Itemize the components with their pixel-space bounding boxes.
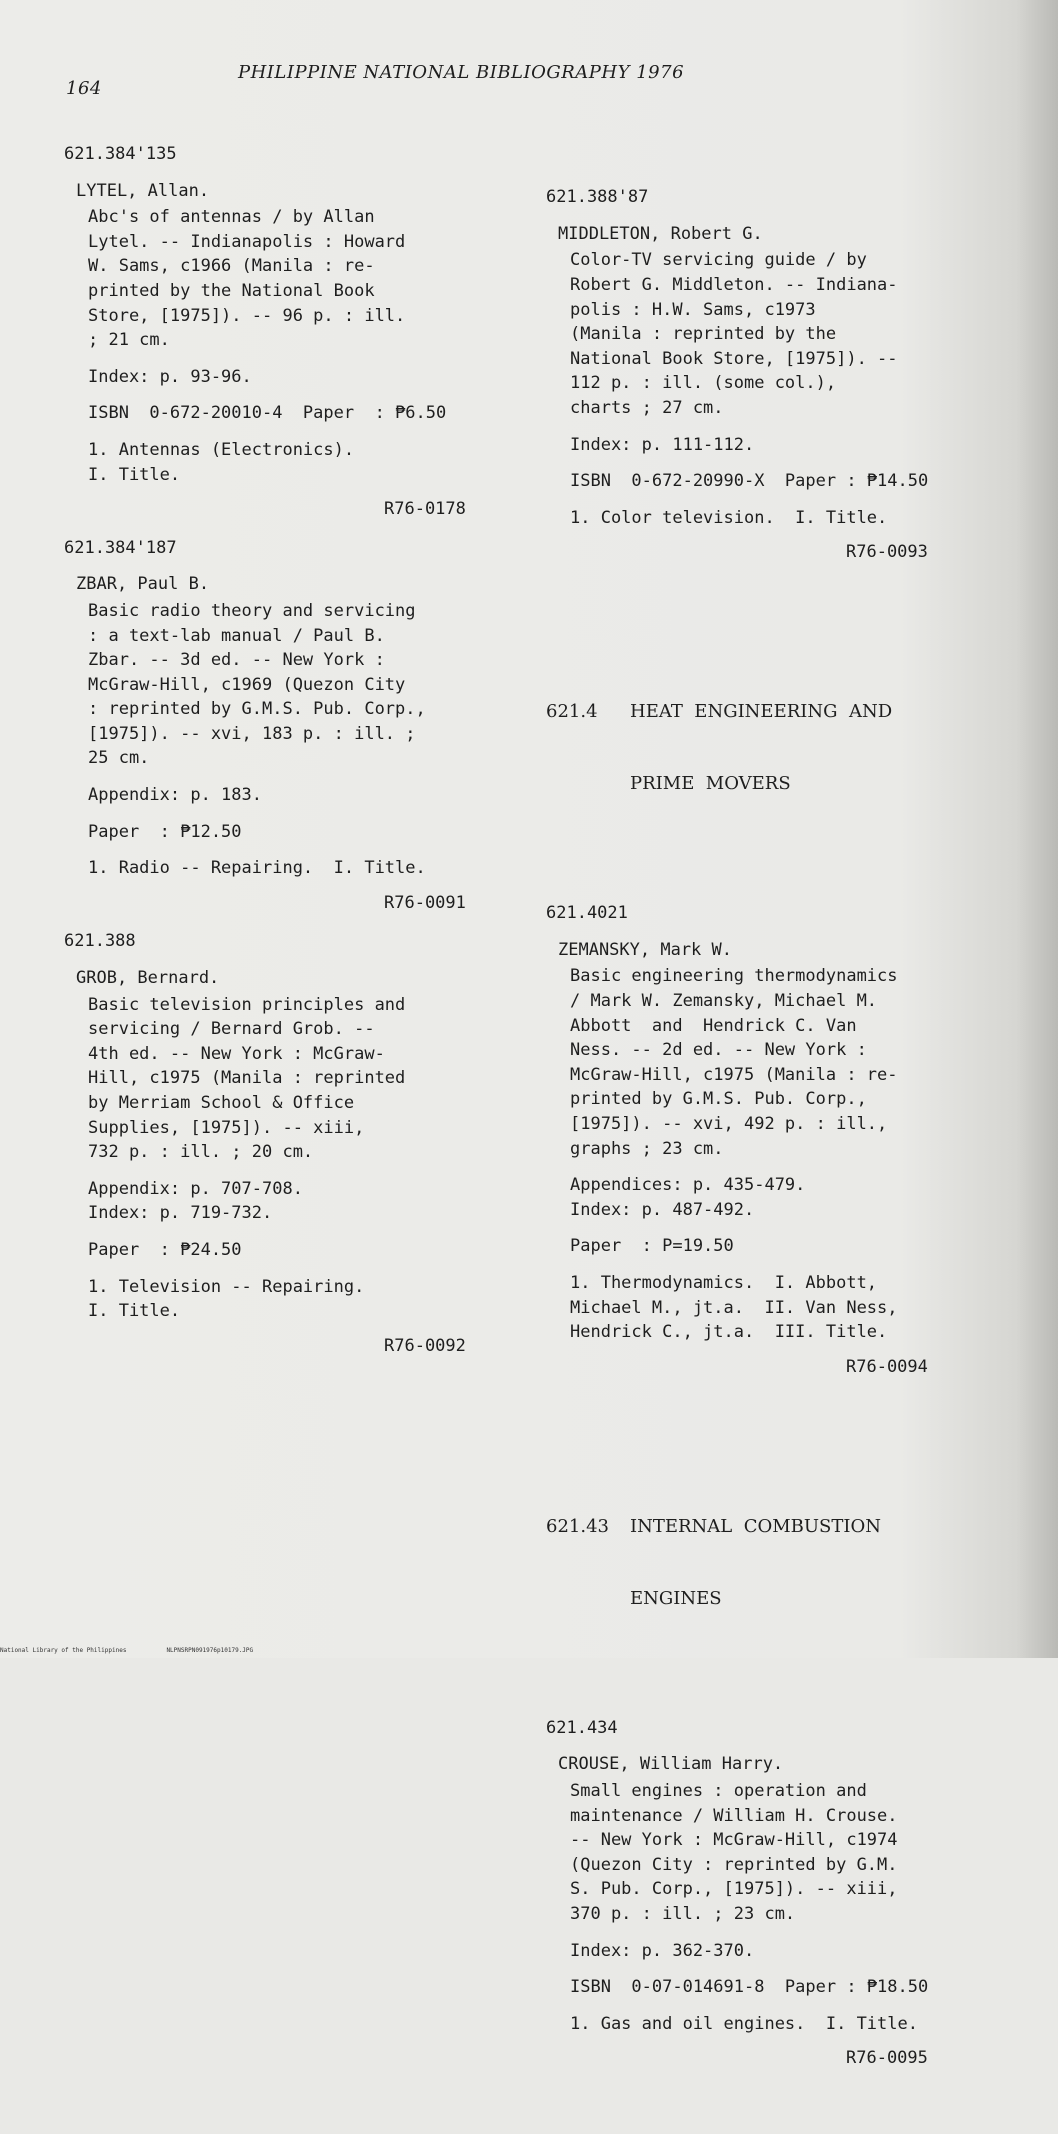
description-line: ; 21 cm. [88,330,170,351]
description-line: Robert G. Middleton. -- Indiana- [570,274,898,295]
description-line: 25 cm. [88,748,150,769]
description-line: Basic television principles and [88,994,406,1015]
description-line: National Book Store, [1975]). -- [570,348,898,369]
catalog-entry [64,536,504,916]
class-number: 621.4021 [546,903,628,924]
catalog-entry [64,929,504,1358]
description-line: S. Pub. Corp., [1975]). -- xiii, [570,1879,898,1900]
description-line: McGraw-Hill, c1975 (Manila : re- [570,1064,898,1085]
description-line: servicing / Bernard Grob. -- [88,1019,375,1040]
description-line: Store, [1975]). -- 96 p. : ill. [88,305,406,326]
description-line: Zbar. -- 3d ed. -- New York : [88,650,385,671]
description-line: W. Sams, c1966 (Manila : re- [88,256,375,277]
price-line: Paper : P=19.50 [570,1236,734,1257]
description-line: Lytel. -- Indianapolis : Howard [88,231,406,252]
description-line: by Merriam School & Office [88,1093,355,1113]
description-line: 732 p. : ill. ; 20 cm. [88,1142,314,1163]
page-number: 164 [66,78,102,99]
description-line: -- New York : McGraw-Hill, c1974 [570,1830,898,1851]
description-line: Color-TV servicing guide / by [570,250,867,271]
description-line: maintenance / William H. Crouse. [570,1805,898,1826]
description-line: [1975]). -- xvi, 183 p. : ill. ; [88,723,416,744]
description-line: Small engines : operation and [570,1780,867,1801]
description-line: 4th ed. -- New York : McGraw- [88,1043,385,1064]
catalog-entry [546,185,1006,565]
price-line: Paper : ₱12.50 [88,821,242,842]
catalog-entry [546,901,1006,1379]
section-heading-internal-combustion: 621.43 INTERNAL COMBUSTION ENGINES [546,1515,882,1609]
record-number: R76-0091 [384,892,466,913]
description-line: charts ; 27 cm. [570,397,724,418]
description-line: 370 p. : ill. ; 23 cm. [570,1903,796,1924]
subject-line: 1. Television -- Repairing. [88,1276,365,1297]
scan-footer: National Library of the Philippines NLPNSRPN091976p10179.JPG [0,1647,254,1654]
entry-author: LYTEL, Allan. [76,180,210,201]
price-line: ISBN 0-07-014691-8 Paper : ₱18.50 [570,1977,929,1998]
record-number: R76-0095 [846,2048,928,2069]
entry-author: MIDDLETON, Robert G. [558,223,763,244]
note-line: Index: p. 111-112. [570,434,755,455]
subject-line: 1. Antennas (Electronics). [88,439,355,460]
price-line: ISBN 0-672-20010-4 Paper : ₱6.50 [88,403,447,424]
note-line: Appendix: p. 183. [88,785,262,806]
record-number: R76-0094 [846,1356,928,1377]
description-line: [1975]). -- xvi, 492 p. : ill., [570,1114,888,1135]
description-line: (Quezon City : reprinted by G.M. [570,1854,898,1875]
entry-author: CROUSE, William Harry. [558,1754,784,1775]
subject-line: I. Title. [88,464,181,485]
note-line: Index: p. 362-370. [570,1940,755,1961]
description-line: Basic radio theory and servicing [88,600,416,621]
subject-line: I. Title. [88,1301,181,1322]
description-line: (Manila : reprinted by the [570,324,837,345]
description-line: Abc's of antennas / by Allan [88,207,375,228]
description-line: Supplies, [1975]). -- xiii, [88,1117,365,1138]
class-number: 621.384'135 [64,144,177,164]
entry-author: GROB, Bernard. [76,968,220,989]
subject-line: Michael M., jt.a. II. Van Ness, [570,1297,898,1318]
note-line: Appendices: p. 435-479. [570,1175,806,1196]
description-line: printed by the National Book [88,280,375,301]
subject-line: 1. Radio -- Repairing. I. Title. [88,858,426,879]
class-number: 621.388'87 [546,187,649,208]
description-line: : reprinted by G.M.S. Pub. Corp., [88,699,426,720]
catalog-entry [64,142,504,522]
description-line: / Mark W. Zemansky, Michael M. [570,991,878,1012]
description-line: Abbott and Hendrick C. Van [570,1015,857,1036]
description-line: Hill, c1975 (Manila : reprinted [88,1068,406,1089]
description-line: Ness. -- 2d ed. -- New York : [570,1040,867,1061]
subject-line: 1. Gas and oil engines. I. Title. [570,2013,918,2034]
price-line: Paper : ₱24.50 [88,1239,242,1260]
description-line: Basic engineering thermodynamics [570,966,898,987]
right-column [546,136,1006,2134]
description-line: 112 p. : ill. (some col.), [570,373,837,394]
description-line: graphs ; 23 cm. [570,1138,724,1159]
entry-author: ZEMANSKY, Mark W. [558,939,732,960]
subject-line: 1. Thermodynamics. I. Abbott, [570,1273,878,1293]
note-line: Index: p. 93-96. [88,366,252,387]
description-line: : a text-lab manual / Paul B. [88,625,385,646]
subject-line: 1. Color television. I. Title. [570,507,888,528]
entry-author: ZBAR, Paul B. [76,574,210,595]
note-line: Appendix: p. 707-708. [88,1178,303,1199]
subject-line: Hendrick C., jt.a. III. Title. [570,1322,888,1343]
page-title: PHILIPPINE NATIONAL BIBLIOGRAPHY 1976 [238,62,685,83]
price-line: ISBN 0-672-20990-X Paper : ₱14.50 [570,471,929,492]
note-line: Index: p. 487-492. [570,1199,755,1220]
note-line: Index: p. 719-732. [88,1203,273,1224]
catalog-entry [546,1716,1006,2071]
left-column [64,142,504,1372]
description-line: printed by G.M.S. Pub. Corp., [570,1089,867,1110]
class-number: 621.434 [546,1717,618,1738]
record-number: R76-0178 [384,499,466,520]
record-number: R76-0092 [384,1335,466,1356]
description-line: polis : H.W. Sams, c1973 [570,299,816,320]
section-heading-heat-engineering: 621.4 HEAT ENGINEERING AND PRIME MOVERS [546,701,893,795]
class-number: 621.388 [64,931,136,952]
class-number: 621.384'187 [64,537,177,558]
description-line: McGraw-Hill, c1969 (Quezon City [88,674,406,695]
record-number: R76-0093 [846,542,928,563]
